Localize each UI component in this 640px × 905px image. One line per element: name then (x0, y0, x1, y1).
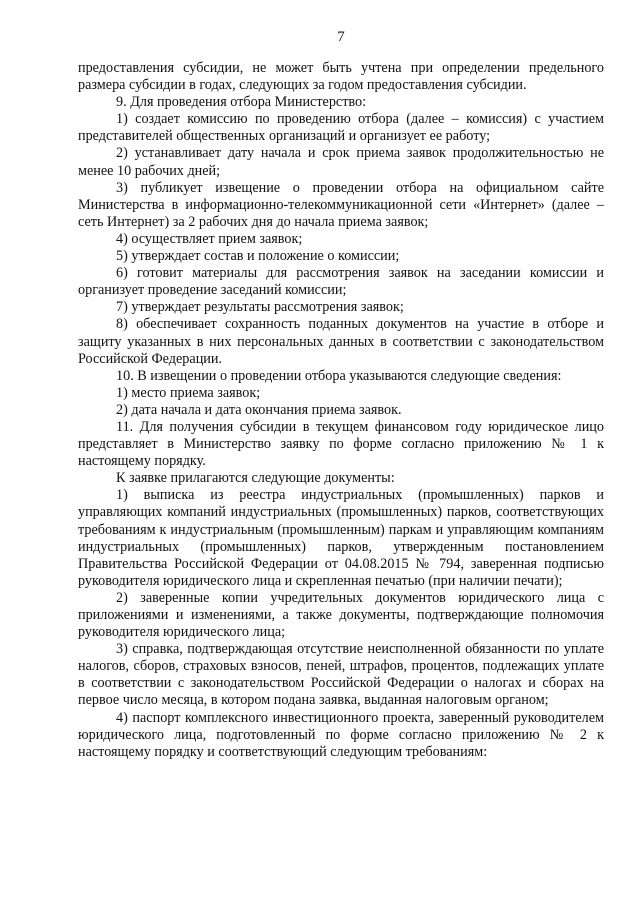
page-number: 7 (337, 29, 345, 45)
paragraph-9-8: 8) обеспечивает сохранность поданных документов на участие в отборе и защиту указанных в них персональных данных в соответствии с законодательством Российской Федерации. (78, 316, 604, 367)
paragraph-9-7: 7) утверждает результаты рассмотрения заявок; (116, 299, 404, 316)
paragraph-attachment-4: 4) паспорт комплексного инвестиционного проекта, заверенный руководителем юридического лица, подготовленный по форме согласно приложению № 2 к настоящему порядку и соответствующий следующим требованиям: (78, 709, 604, 760)
paragraph-9-5: 5) утверждает состав и положение о комиссии; (116, 248, 400, 265)
paragraph-attachment-1: 1) выписка из реестра индустриальных (промышленных) парков и управляющих компаний индустриальных (промышленных) парков, соответствующих требованиям к индустриальным (промышленным) паркам и управляющим компаниям индустриальных (промышленных) парков, утвержденным постановлением Правительства Российской Федерации от 04.08.2015 № 794, заверенная подписью руководителя юридического лица и скрепленная печатью (при наличии печати); (78, 487, 604, 589)
paragraph-9-4: 4) осуществляет прием заявок; (116, 230, 303, 247)
paragraph-9-6: 6) готовит материалы для рассмотрения заявок на заседании комиссии и организует проведение заседаний комиссии; (78, 265, 604, 299)
paragraph-10-2: 2) дата начала и дата окончания приема заявок. (116, 401, 402, 418)
paragraph-attachments-intro: К заявке прилагаются следующие документы: (116, 470, 395, 487)
paragraph-continuation: предоставления субсидии, не может быть учтена при определении предельного размера субсидии в годах, следующих за годом предоставления субсидии. (78, 60, 604, 94)
body-text (78, 60, 604, 761)
paragraph-item-9: 9. Для проведения отбора Министерство: (116, 94, 367, 111)
paragraph-10-1: 1) место приема заявок; (116, 384, 261, 401)
paragraph-9-2: 2) устанавливает дату начала и срок приема заявок продолжительностью не менее 10 рабочих дней; (78, 145, 604, 179)
paragraph-item-11: 11. Для получения субсидии в текущем финансовом году юридическое лицо представляет в Министерство заявку по форме согласно приложению № 1 к настоящему порядку. (78, 418, 604, 470)
paragraph-attachment-3: 3) справка, подтверждающая отсутствие неисполненной обязанности по уплате налогов, сборов, страховых взносов, пеней, штрафов, процентов, подлежащих уплате в соответствии с законодательством Российской Федерации о налогах и сборах на первое число месяца, в котором подана заявка, выданная налоговым органом; (78, 641, 604, 709)
paragraph-9-3: 3) публикует извещение о проведении отбора на официальном сайте Министерства в информационно-телекоммуникационной сети «Интернет» (далее – сеть Интернет) за 2 рабочих дня до начала приема заявок; (78, 179, 604, 230)
paragraph-item-10: 10. В извещении о проведении отбора указываются следующие сведения: (116, 367, 562, 384)
paragraph-attachment-2: 2) заверенные копии учредительных документов юридического лица с приложениями и изменениями, а также документы, подтверждающие полномочия руководителя юридического лица; (78, 589, 604, 641)
paragraph-9-1: 1) создает комиссию по проведению отбора (далее – комиссия) с участием представителей общественных организаций и организует ее работу; (78, 111, 604, 145)
